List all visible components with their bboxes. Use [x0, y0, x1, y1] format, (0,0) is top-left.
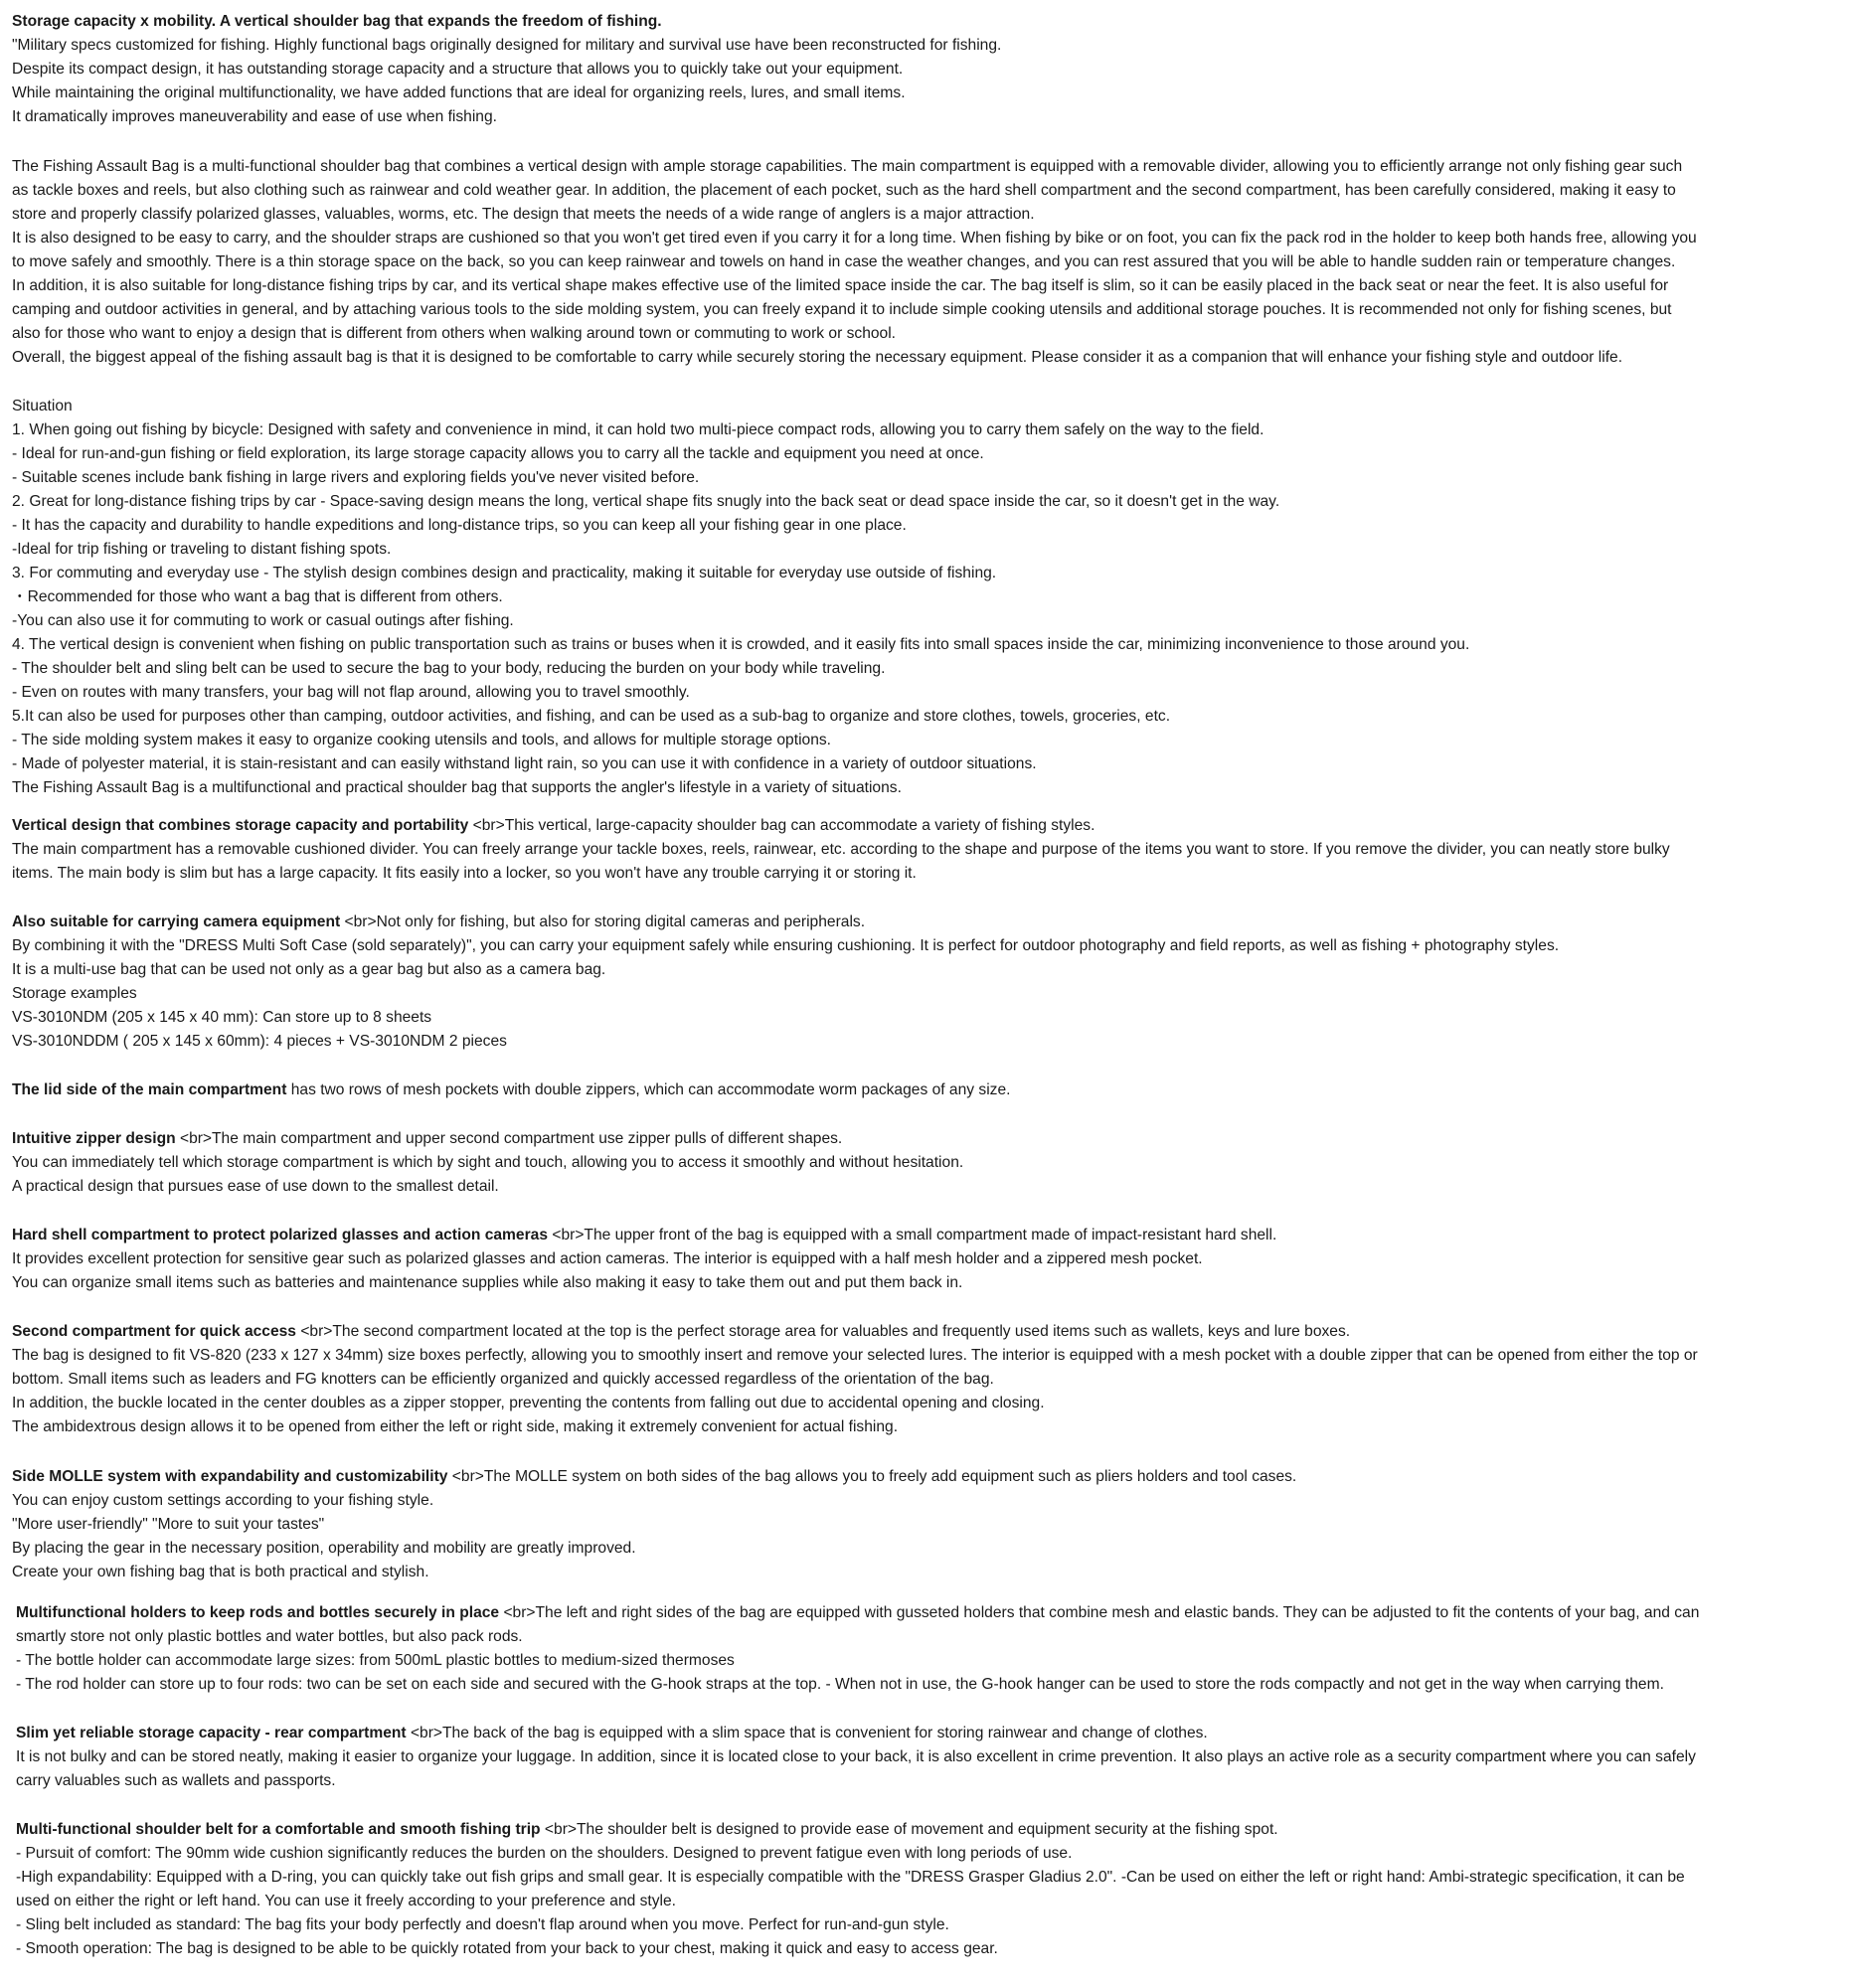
- overview-line: It is also designed to be easy to carry, and the shoulder straps are cushioned so that you won't get tired even if you carry it for a long time. When fishing by bike or on foot, you can fix the pack rod in the holder to keep both hands free, allowing you: [12, 230, 1697, 247]
- situation-line: - The shoulder belt and sling belt can be used to secure the bag to your body, reducing the burden on your body while traveling.: [12, 660, 886, 677]
- feature-line: You can organize small items such as batteries and maintenance supplies while also making it easy to take them out and put them back in.: [12, 1274, 963, 1291]
- situation-line: - It has the capacity and durability to handle expeditions and long-distance trips, so you can keep all your fishing gear in one place.: [12, 517, 907, 534]
- situation-title: Situation: [12, 398, 73, 414]
- feature-lead: <br>The second compartment located at the top is the perfect storage area for valuables and frequently used items such as wallets, keys and lure boxes.: [295, 1323, 1351, 1340]
- feature-line: By combining it with the "DRESS Multi Soft Case (sold separately)", you can carry your equipment safely while ensuring cushioning. It is perfect for outdoor photography and field reports, as well as fishing + photography styles.: [12, 937, 1560, 954]
- overview-line: In addition, it is also suitable for long-distance fishing trips by car, and its vertical shape makes effective use of the limited space inside the car. The bag itself is slim, so it can be easily placed in the back seat or near the feet. It is also useful for: [12, 277, 1669, 294]
- feature-lead: <br>The main compartment and upper second compartment use zipper pulls of different shapes.: [175, 1130, 843, 1147]
- feature-heading-line: [12, 1320, 1742, 1344]
- feature-heading-line: [12, 1224, 1742, 1247]
- feature-line: By placing the gear in the necessary position, operability and mobility are greatly improved.: [12, 1540, 636, 1557]
- feature-line: VS-3010NDDM ( 205 x 145 x 60mm): 4 pieces + VS-3010NDM 2 pieces: [12, 1033, 507, 1050]
- situation-line: -You can also use it for commuting to work or casual outings after fishing.: [12, 612, 514, 629]
- intro-line: Despite its compact design, it has outstanding storage capacity and a structure that allows you to quickly take out your equipment.: [12, 61, 904, 78]
- feature-line: The ambidextrous design allows it to be opened from either the left or right side, making it extremely convenient for actual fishing.: [12, 1418, 899, 1435]
- feature-line: It provides excellent protection for sensitive gear such as polarized glasses and action cameras. The interior is equipped with a half mesh holder and a zippered mesh pocket.: [12, 1250, 1203, 1267]
- feature-line: -High expandability: Equipped with a D-ring, you can quickly take out fish grips and small gear. It is especially compatible with the "DRESS Grasper Gladius 2.0". -Can be used on either the left or right hand: Ambi-strategic specification, it can be: [16, 1869, 1685, 1886]
- feature-title: Also suitable for carrying camera equipment: [12, 913, 341, 930]
- intro-line: "Military specs customized for fishing. Highly functional bags originally designed for military and survival use have been reconstructed for fishing.: [12, 37, 1002, 54]
- feature-line: VS-3010NDM (205 x 145 x 40 mm): Can store up to 8 sheets: [12, 1009, 432, 1026]
- overview-line: camping and outdoor activities in general, and by attaching various tools to the side molding system, you can freely expand it to include simple cooking utensils and additional storage pouches. It is recommended not only for fishing scenes, but: [12, 301, 1672, 318]
- feature-heading-line: [12, 1127, 1742, 1151]
- feature-line: - The bottle holder can accommodate large sizes: from 500mL plastic bottles to medium-sized thermoses: [16, 1652, 735, 1669]
- situation-line: - Even on routes with many transfers, your bag will not flap around, allowing you to travel smoothly.: [12, 684, 690, 701]
- situation-line: The Fishing Assault Bag is a multifunctional and practical shoulder bag that supports the angler's lifestyle in a variety of situations.: [12, 779, 902, 796]
- situation-line: 5.It can also be used for purposes other than camping, outdoor activities, and fishing, and can be used as a sub-bag to organize and store clothes, towels, groceries, etc.: [12, 708, 1171, 725]
- feature-line: - The rod holder can store up to four rods: two can be set on each side and secured with the G-hook straps at the top. - When not in use, the G-hook hanger can be used to store the rods compactly and not get in the way when carrying them.: [16, 1676, 1664, 1693]
- overview-line: The Fishing Assault Bag is a multi-functional shoulder bag that combines a vertical design with ample storage capabilities. The main compartment is equipped with a removable divider, allowing you to efficiently arrange not only fishing gear such: [12, 158, 1683, 175]
- situation-line: - The side molding system makes it easy to organize cooking utensils and tools, and allows for multiple storage options.: [12, 732, 832, 748]
- feature-heading-line: [16, 1818, 1746, 1842]
- feature-title: Slim yet reliable storage capacity - rear compartment: [16, 1725, 407, 1741]
- feature-lead: <br>Not only for fishing, but also for storing digital cameras and peripherals.: [340, 913, 866, 930]
- feature-line: The main compartment has a removable cushioned divider. You can freely arrange your tackle boxes, reels, rainwear, etc. according to the shape and purpose of the items you want to store. If you remove the divider, you can neatly store bulky: [12, 841, 1670, 858]
- feature-heading-line: [16, 1601, 1746, 1625]
- feature-heading-line: [12, 1465, 1742, 1489]
- feature-line: A practical design that pursues ease of use down to the smallest detail.: [12, 1178, 499, 1195]
- overview-line: as tackle boxes and reels, but also clothing such as rainwear and cold weather gear. In addition, the placement of each pocket, such as the hard shell compartment and the second compartment, has been carefully considered, making it easy to: [12, 182, 1676, 199]
- feature-title: Intuitive zipper design: [12, 1130, 176, 1147]
- feature-title: Side MOLLE system with expandability and customizability: [12, 1468, 448, 1485]
- feature-title: The lid side of the main compartment: [12, 1081, 287, 1098]
- overview-line: Overall, the biggest appeal of the fishing assault bag is that it is designed to be comfortable to carry while securely storing the necessary equipment. Please consider it as a companion that will enhance your fishing style and outdoor life.: [12, 349, 1623, 366]
- feature-title: Hard shell compartment to protect polarized glasses and action cameras: [12, 1227, 549, 1243]
- feature-heading-line: [12, 1078, 1742, 1102]
- feature-line: It is a multi-use bag that can be used not only as a gear bag but also as a camera bag.: [12, 961, 606, 978]
- situation-line: 3. For commuting and everyday use - The stylish design combines design and practicality, making it suitable for everyday use outside of fishing.: [12, 565, 997, 581]
- feature-line: - Smooth operation: The bag is designed to be able to be quickly rotated from your back to your chest, making it quick and easy to access gear.: [16, 1940, 998, 1957]
- overview-line: store and properly classify polarized glasses, valuables, worms, etc. The design that meets the needs of a wide range of anglers is a major attraction.: [12, 206, 1035, 223]
- feature-title: Multi-functional shoulder belt for a comfortable and smooth fishing trip: [16, 1821, 541, 1838]
- feature-title: Second compartment for quick access: [12, 1323, 296, 1340]
- feature-line: "More user-friendly" "More to suit your tastes": [12, 1516, 325, 1533]
- feature-lead: has two rows of mesh pockets with double zippers, which can accommodate worm packages of any size.: [286, 1081, 1011, 1098]
- feature-line: - Sling belt included as standard: The bag fits your body perfectly and doesn't flap around when you move. Perfect for run-and-gun style.: [16, 1916, 949, 1933]
- situation-line: - Suitable scenes include bank fishing in large rivers and exploring fields you've never visited before.: [12, 469, 700, 486]
- situation-line: -Ideal for trip fishing or traveling to distant fishing spots.: [12, 541, 392, 558]
- intro-line: While maintaining the original multifunctionality, we have added functions that are ideal for organizing reels, lures, and small items.: [12, 84, 906, 101]
- feature-line: The bag is designed to fit VS-820 (233 x 127 x 34mm) size boxes perfectly, allowing you to smoothly insert and remove your selected lures. The interior is equipped with a mesh pocket with a double zipper that can be opened from either the top or: [12, 1347, 1698, 1364]
- feature-lead: <br>The shoulder belt is designed to provide ease of movement and equipment security at the fishing spot.: [540, 1821, 1278, 1838]
- feature-line: You can immediately tell which storage compartment is which by sight and touch, allowing you to access it smoothly and without hesitation.: [12, 1154, 964, 1171]
- feature-line: In addition, the buckle located in the center doubles as a zipper stopper, preventing the contents from falling out due to accidental opening and closing.: [12, 1395, 1045, 1411]
- situation-line: 2. Great for long-distance fishing trips by car - Space-saving design means the long, vertical shape fits snugly into the back seat or dead space inside the car, so it doesn't get in the way.: [12, 493, 1280, 510]
- feature-heading-line: [16, 1722, 1746, 1745]
- feature-line: bottom. Small items such as leaders and FG knotters can be efficiently organized and quickly accessed regardless of the orientation of the bag.: [12, 1371, 994, 1388]
- feature-line: smartly store not only plastic bottles and water bottles, but also pack rods.: [16, 1628, 523, 1645]
- situation-line: ・Recommended for those who want a bag that is different from others.: [12, 588, 503, 605]
- intro-heading: Storage capacity x mobility. A vertical shoulder bag that expands the freedom of fishing.: [12, 13, 662, 30]
- situation-line: - Ideal for run-and-gun fishing or field exploration, its large storage capacity allows you to carry all the tackle and equipment you need at once.: [12, 445, 984, 462]
- feature-line: carry valuables such as wallets and passports.: [16, 1772, 336, 1789]
- feature-lead: <br>This vertical, large-capacity shoulder bag can accommodate a variety of fishing styles.: [468, 817, 1095, 834]
- feature-line: items. The main body is slim but has a large capacity. It fits easily into a locker, so you won't have any trouble carrying it or storing it.: [12, 865, 917, 882]
- situation-line: 4. The vertical design is convenient when fishing on public transportation such as trains or buses when it is crowded, and it easily fits into small spaces inside the car, minimizing inconvenience to those around you.: [12, 636, 1470, 653]
- feature-title: Multifunctional holders to keep rods and bottles securely in place: [16, 1604, 500, 1621]
- feature-line: used on either the right or left hand. You can use it freely according to your preference and style.: [16, 1893, 677, 1909]
- feature-line: - Pursuit of comfort: The 90mm wide cushion significantly reduces the burden on the shoulders. Designed to prevent fatigue even with long periods of use.: [16, 1845, 1073, 1862]
- situation-line: 1. When going out fishing by bicycle: Designed with safety and convenience in mind, it can hold two multi-piece compact rods, allowing you to carry them safely on the way to the field.: [12, 421, 1264, 438]
- feature-lead: <br>The left and right sides of the bag are equipped with gusseted holders that combine mesh and elastic bands. They can be adjusted to fit the contents of your bag, and can: [499, 1604, 1700, 1621]
- feature-title: Vertical design that combines storage capacity and portability: [12, 817, 469, 834]
- situation-line: - Made of polyester material, it is stain-resistant and can easily withstand light rain, so you can use it with confidence in a variety of outdoor situations.: [12, 755, 1037, 772]
- feature-line: It is not bulky and can be stored neatly, making it easier to organize your luggage. In addition, since it is located close to your back, it is also excellent in crime prevention. It also plays an active role as a security compartment where you can safely: [16, 1748, 1696, 1765]
- feature-heading-line: [12, 911, 1742, 934]
- feature-heading-line: [12, 814, 1742, 838]
- feature-line: Storage examples: [12, 985, 137, 1002]
- feature-line: You can enjoy custom settings according to your fishing style.: [12, 1492, 434, 1509]
- feature-line: Create your own fishing bag that is both practical and stylish.: [12, 1564, 429, 1580]
- feature-lead: <br>The MOLLE system on both sides of the bag allows you to freely add equipment such as pliers holders and tool cases.: [447, 1468, 1297, 1485]
- intro-line: It dramatically improves maneuverability and ease of use when fishing.: [12, 108, 497, 125]
- feature-lead: <br>The upper front of the bag is equipped with a small compartment made of impact-resistant hard shell.: [548, 1227, 1277, 1243]
- feature-lead: <br>The back of the bag is equipped with a slim space that is convenient for storing rainwear and change of clothes.: [406, 1725, 1208, 1741]
- overview-line: to move safely and smoothly. There is a thin storage space on the back, so you can keep rainwear and towels on hand in case the weather changes, and you can rest assured that you will be able to handle sudden rain or temperature changes.: [12, 253, 1676, 270]
- overview-line: also for those who want to enjoy a design that is different from others when walking around town or commuting to work or school.: [12, 325, 897, 342]
